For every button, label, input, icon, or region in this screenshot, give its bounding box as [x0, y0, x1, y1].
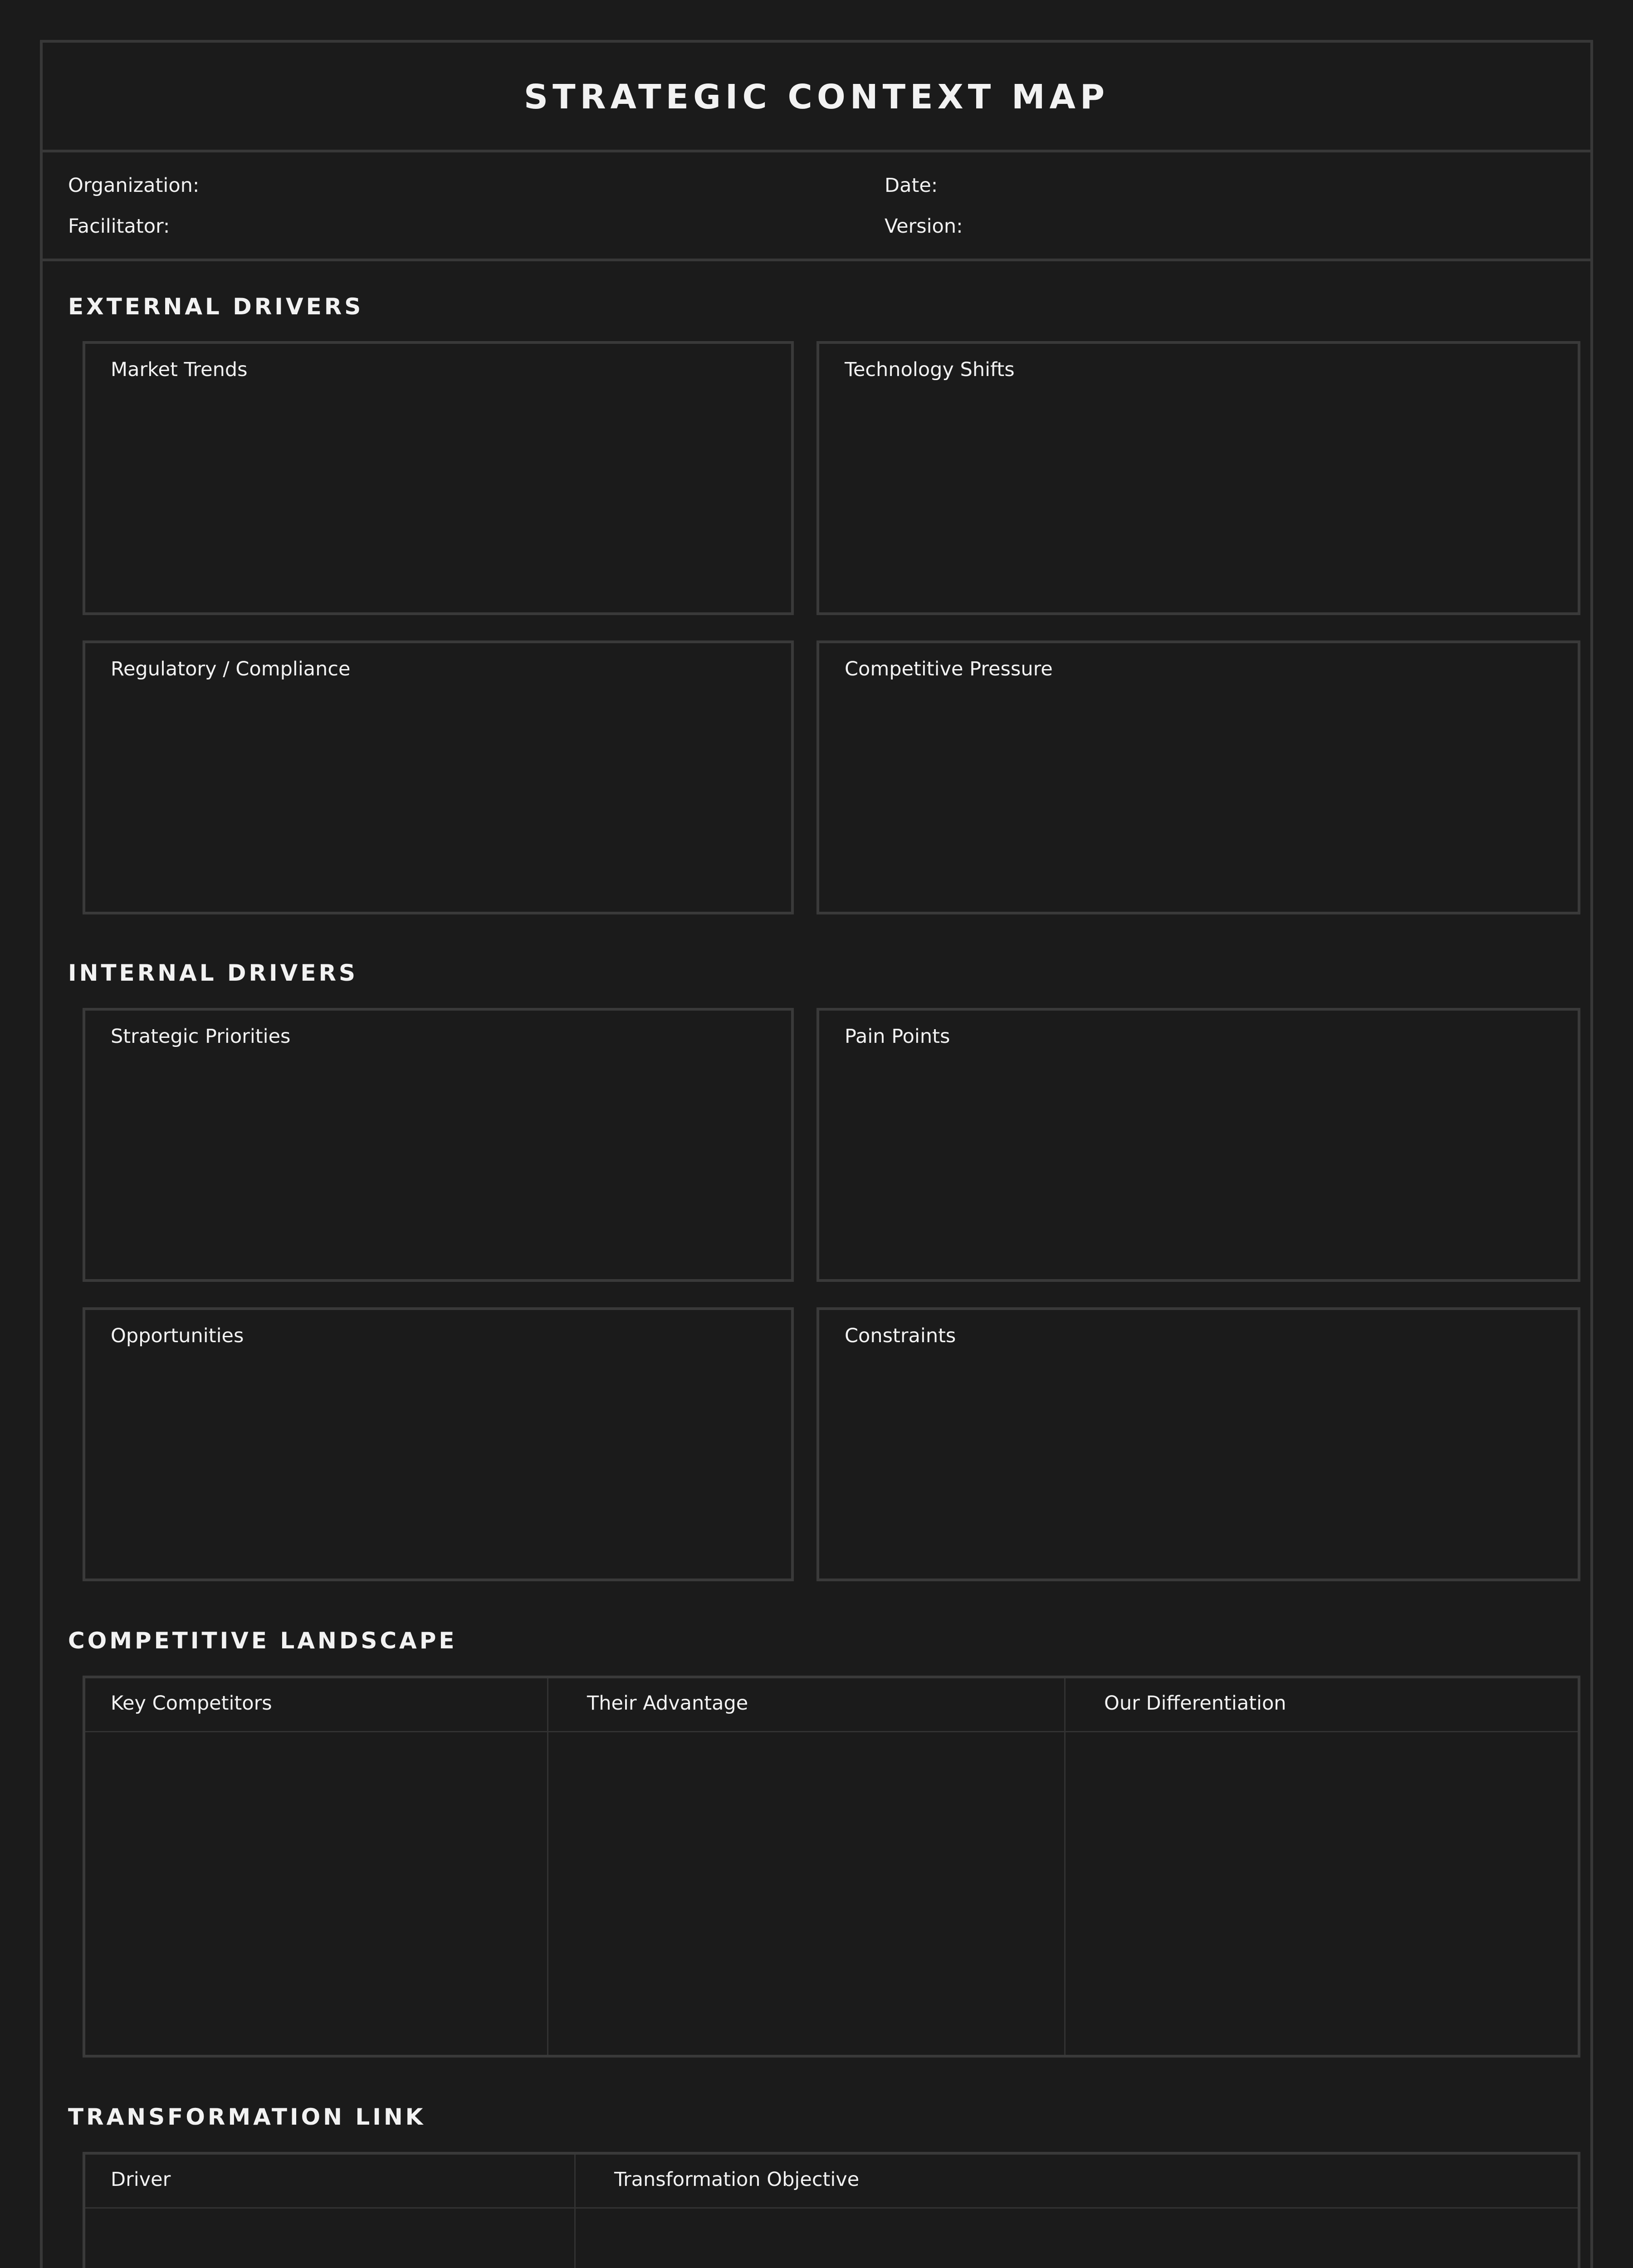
box-label: Market Trends	[111, 358, 248, 381]
date-label: Date:	[885, 174, 938, 197]
divider	[43, 259, 1590, 261]
facilitator-label: Facilitator:	[68, 215, 170, 238]
box-label: Pain Points	[845, 1025, 950, 1048]
box-technology-shifts[interactable]	[816, 341, 1580, 615]
box-label: Competitive Pressure	[845, 658, 1053, 680]
box-regulatory-compliance[interactable]	[83, 640, 794, 914]
table-cell-driver[interactable]	[85, 2209, 574, 2268]
column-header-key-competitors: Key Competitors	[111, 1692, 272, 1715]
table-cell-our-differentiation[interactable]	[1066, 1732, 1580, 2058]
competitive-table	[83, 1676, 1580, 2058]
column-header-their-advantage: Their Advantage	[587, 1692, 748, 1715]
page-title: STRATEGIC CONTEXT MAP	[523, 78, 1110, 117]
box-label: Strategic Priorities	[111, 1025, 291, 1048]
worksheet-frame	[40, 40, 1593, 2268]
section-title-external-drivers: EXTERNAL DRIVERS	[68, 293, 364, 320]
version-label: Version:	[885, 215, 963, 238]
box-constraints[interactable]	[816, 1307, 1580, 1581]
box-label: Technology Shifts	[845, 358, 1015, 381]
table-cell-key-competitors[interactable]	[85, 1732, 547, 2058]
box-strategic-priorities[interactable]	[83, 1008, 794, 1282]
box-market-trends[interactable]	[83, 341, 794, 615]
organization-label: Organization:	[68, 174, 200, 197]
box-opportunities[interactable]	[83, 1307, 794, 1581]
transformation-table	[83, 2152, 1580, 2268]
section-title-competitive-landscape: COMPETITIVE LANDSCAPE	[68, 1628, 457, 1654]
box-pain-points[interactable]	[816, 1008, 1580, 1282]
box-label: Opportunities	[111, 1325, 244, 1347]
table-cell-their-advantage[interactable]	[548, 1732, 1064, 2058]
section-title-transformation-link: TRANSFORMATION LINK	[68, 2104, 426, 2130]
divider	[43, 150, 1590, 152]
box-label: Regulatory / Compliance	[111, 658, 351, 680]
box-competitive-pressure[interactable]	[816, 640, 1580, 914]
column-header-transformation-objective: Transformation Objective	[614, 2168, 860, 2191]
table-cell-transformation-objective[interactable]	[576, 2209, 1580, 2268]
section-title-internal-drivers: INTERNAL DRIVERS	[68, 960, 358, 986]
box-label: Constraints	[845, 1325, 956, 1347]
column-header-our-differentiation: Our Differentiation	[1104, 1692, 1286, 1715]
column-header-driver: Driver	[111, 2168, 171, 2191]
